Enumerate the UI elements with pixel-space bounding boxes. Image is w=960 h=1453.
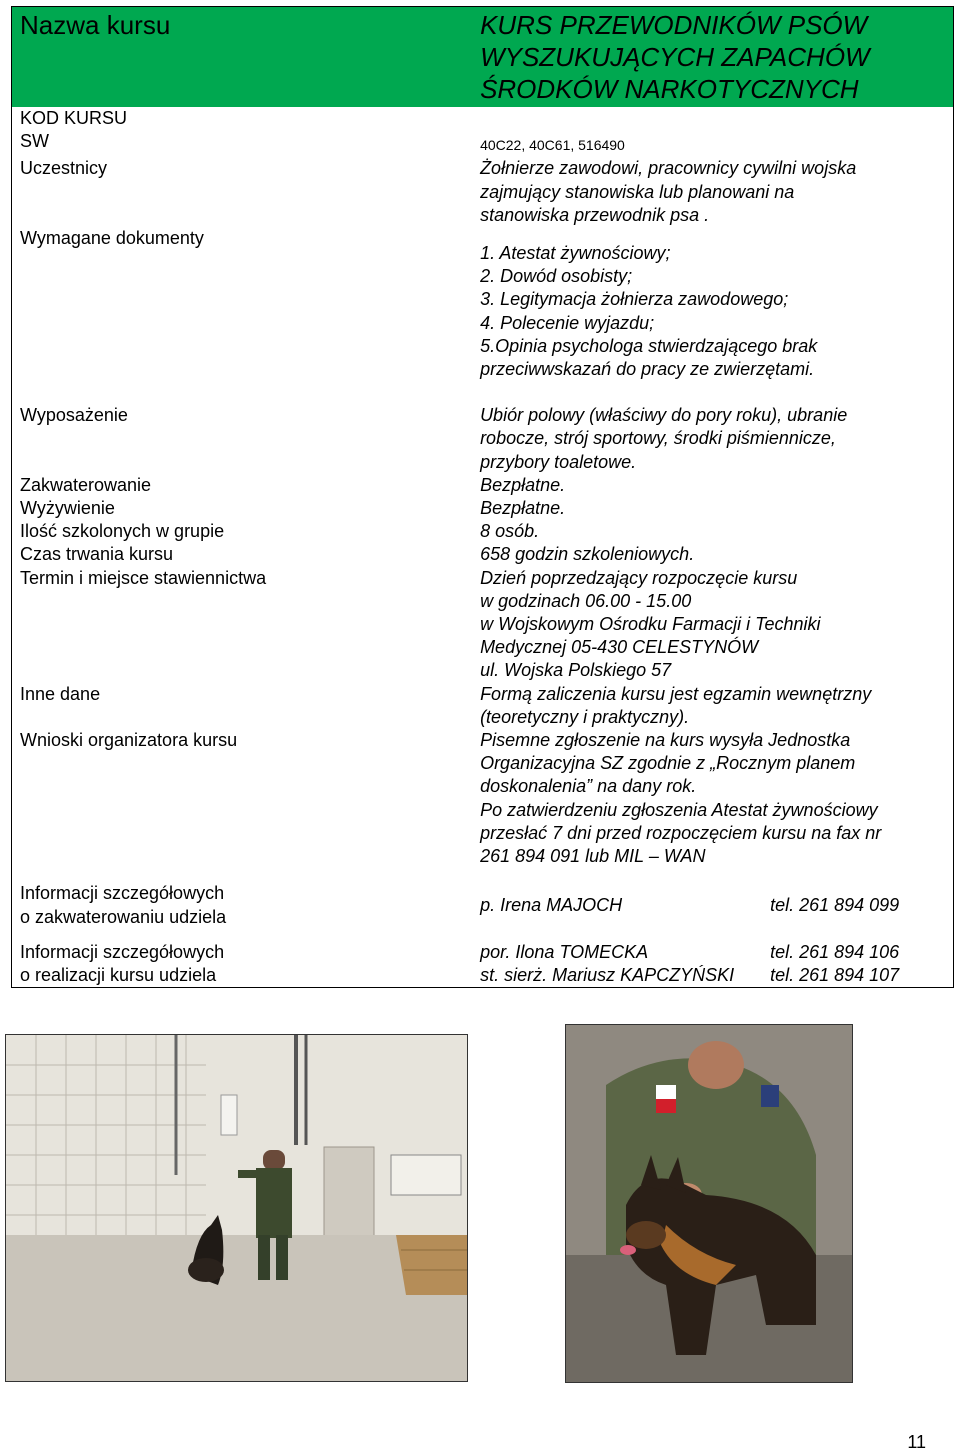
label-inne: Inne dane [20,683,101,704]
text-line: doskonalenia” na dany rok. [480,776,697,797]
text-line: w godzinach 06.00 - 15.00 [480,590,692,611]
row-ilosc [12,520,954,543]
text-line: 3. Legitymacja żołnierza zawodowego; [480,289,789,310]
row-inne [12,683,954,729]
label-info-realizacja [12,929,473,988]
value-dokumenty [472,227,953,381]
text-line: Informacji szczegółowych [20,883,225,904]
label-kod: KOD KURSU [20,108,128,128]
label-czas: Czas trwania kursu [20,544,174,565]
text-line: Ubiór polowy (właściwy do pory roku), ubranie [480,405,848,426]
value-ilosc: 8 osób. [480,521,540,542]
contact-phone: tel. 261 894 107 [770,964,900,985]
row-czas [12,543,954,566]
label-dokumenty: Wymagane dokumenty [20,228,204,249]
page-number: 11 [907,1432,926,1452]
value-uczestnicy [472,157,953,227]
text-line: przybory toaletowe. [480,451,637,472]
text-line: o zakwaterowaniu udziela [20,906,227,927]
label-wyzywienie: Wyżywienie [20,498,115,519]
row-sw [12,130,954,157]
value-wyzywienie: Bezpłatne. [480,498,566,519]
text-line: stanowiska przewodnik psa . [480,204,710,225]
label-sw: SW [20,131,49,152]
label-zakwaterowanie: Zakwaterowanie [20,474,152,495]
row-wnioski [12,729,954,882]
value-termin [472,567,953,683]
text-line: 4. Polecenie wyjazdu; [480,312,655,333]
text-line: Dzień poprzedzający rozpoczęcie kursu [480,567,798,588]
course-table [11,6,954,988]
value-wnioski [472,729,953,882]
contact-phone: tel. 261 894 099 [770,895,900,916]
text-line: 1. Atestat żywnościowy; [480,243,671,264]
course-title-line: ŚRODKÓW NARKOTYCZNYCH [480,74,859,104]
label-termin: Termin i miejsce stawiennictwa [20,567,267,588]
text-line: zajmujący stanowiska lub planowani na [480,181,795,202]
label-wyposazenie: Wyposażenie [20,405,128,426]
value-zakwaterowanie: Bezpłatne. [480,474,566,495]
training-hall-illustration [6,1035,467,1381]
text-line: Informacji szczegółowych [20,941,225,962]
text-line: ul. Wojska Polskiego 57 [480,660,672,681]
photo-training-hall [5,1034,468,1382]
contact-entry [480,964,945,987]
text-line: (teoretyczny i praktyczny). [480,706,690,727]
text-line: 5.Opinia psychologa stwierdzającego brak [480,335,818,356]
contact-entry [480,941,945,964]
course-title-line: WYSZUKUJĄCYCH ZAPACHÓW [480,42,870,72]
text-line: 261 894 091 lub MIL – WAN [480,846,706,867]
value-info-realizacja [472,929,953,988]
row-wyzywienie [12,497,954,520]
text-line: przesłać 7 dni przed rozpoczęciem kursu na fax nr [480,822,882,843]
value-sw: 40C22, 40C61, 516490 [480,137,625,154]
soldier-dog-illustration [566,1025,852,1382]
contact-name: p. Irena MAJOCH [480,895,623,916]
row-info-realizacja [12,929,954,988]
row-zakwaterowanie [12,474,954,497]
row-termin [12,567,954,683]
text-line: Pisemne zgłoszenie na kurs wysyła Jednostka [480,730,851,751]
text-line: Żołnierze zawodowi, pracownicy cywilni wojska [480,158,857,179]
row-kod [12,107,954,130]
photo-soldier-with-dog [565,1024,853,1383]
value-czas: 658 godzin szkoleniowych. [480,544,695,565]
text-line: o realizacji kursu udziela [20,964,217,985]
row-wyposazenie [12,381,954,474]
contact-phone: tel. 261 894 106 [770,941,900,962]
label-uczestnicy: Uczestnicy [20,158,108,179]
text-line: Organizacyjna SZ zgodnie z „Rocznym planem [480,753,856,774]
row-uczestnicy [12,157,954,227]
course-title-line: KURS PRZEWODNIKÓW PSÓW [480,10,868,40]
text-line: 2. Dowód osobisty; [480,266,633,287]
value-info-zakwaterowanie [472,882,953,928]
text-line: przeciwwskazań do pracy ze zwierzętami. [480,359,815,380]
text-line: Po zatwierdzeniu zgłoszenia Atestat żywnościowy [480,799,878,820]
text-line: Formą zaliczenia kursu jest egzamin wewnętrzny [480,683,872,704]
value-inne [472,683,953,729]
header-row [12,7,954,108]
contact-name: st. sierż. Mariusz KAPCZYŃSKI [480,964,735,985]
value-wyposazenie [472,381,953,474]
course-title [472,7,953,108]
label-ilosc: Ilość szkolonych w grupie [20,521,225,542]
contact-name: por. Ilona TOMECKA [480,941,649,962]
contact-entry [480,894,945,917]
row-dokumenty [12,227,954,381]
label-info-zakwaterowanie [12,882,473,928]
text-line: w Wojskowym Ośrodku Farmacji i Techniki [480,614,821,635]
row-info-zakwaterowanie [12,882,954,928]
text-line: robocze, strój sportowy, środki piśmiennicze, [480,428,836,449]
label-wnioski: Wnioski organizatora kursu [20,730,238,751]
header-label: Nazwa kursu [12,7,473,108]
text-line: Medycznej 05-430 CELESTYNÓW [480,637,759,658]
